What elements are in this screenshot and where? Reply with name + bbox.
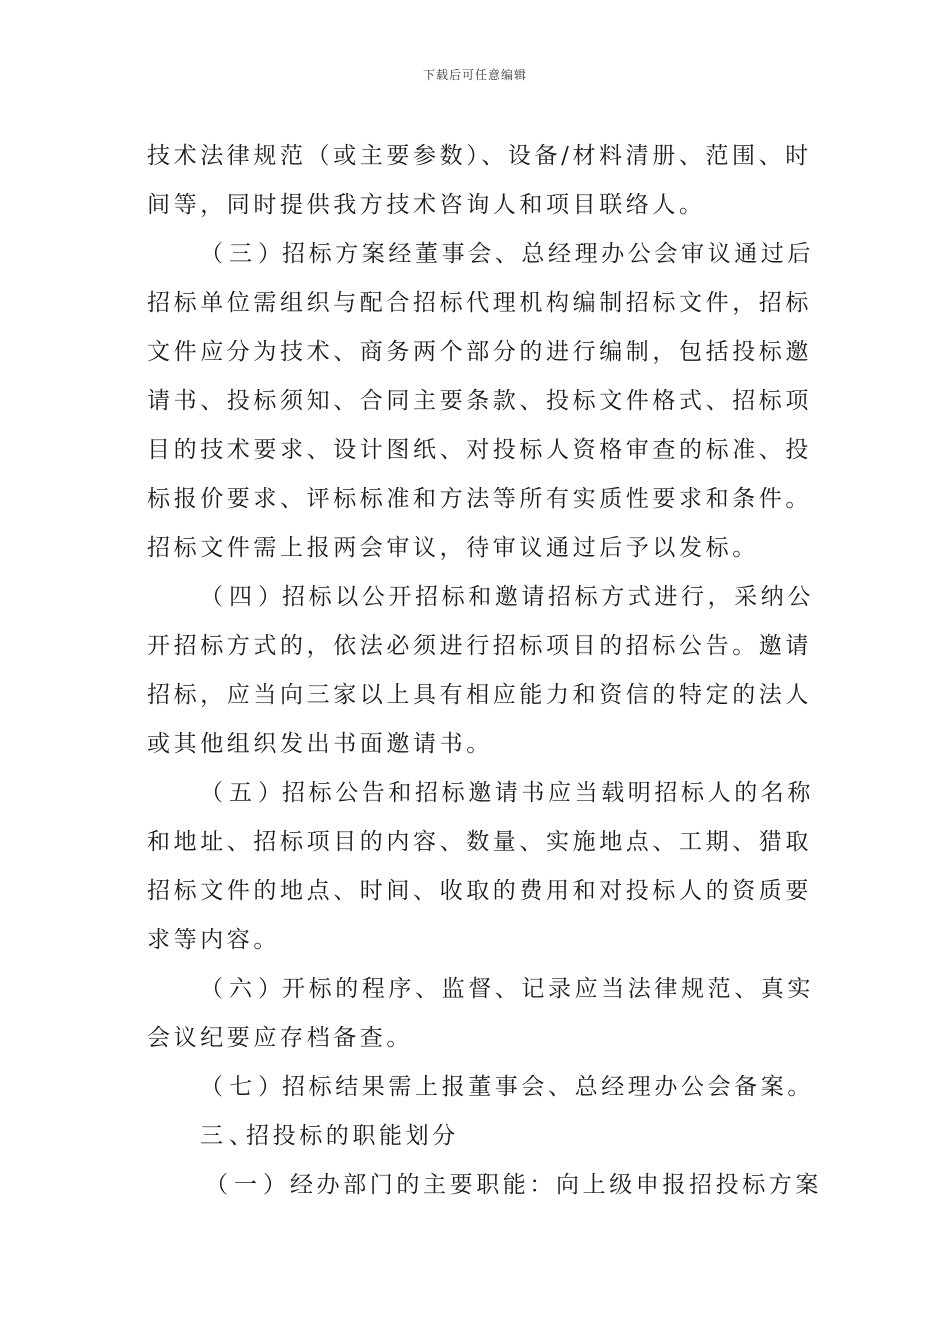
section-number: 三、 [200,1123,258,1149]
paragraph-heading-line [147,1161,822,1210]
text-line: 经办部门的主要职能：向上级申报招投标方案 [290,1172,822,1198]
item-number: （三） [200,241,287,267]
text-line: 招标公告和招标邀请书应当载明招标人的名称 [282,780,814,806]
text-line: 招标以公开招标和邀请招标方式进行，采纳公 [282,584,814,610]
text-line: 招标结果需上报董事会、总经理办公会备案。 [282,1074,814,1100]
text-line: 间等，同时提供我方技术咨询人和项目联络人。 [147,192,706,218]
section-title: 招投标的职能划分 [246,1123,459,1149]
text-line: 和地址、招标项目的内容、数量、实施地点、工期、猎取 [147,829,812,855]
text-line: 开招标方式的，依法必须进行招标项目的招标公告。邀请 [147,633,812,659]
text-line: 招标单位需组织与配合招标代理机构编制招标文件，招标 [147,290,812,316]
text-line: 请书、投标须知、合同主要条款、投标文件格式、招标项 [147,388,812,414]
item-number: （一） [205,1172,292,1198]
text-line: 求等内容。 [147,927,280,953]
text-line: 或其他组织发出书面邀请书。 [147,731,493,757]
text-line: 标报价要求、评标标准和方法等所有实质性要求和条件。 [147,486,812,512]
text-line: 招标，应当向三家以上具有相应能力和资信的特定的法人 [147,682,812,708]
paragraph-heading-line [147,230,814,279]
text-line: 招标文件的地点、时间、收取的费用和对投标人的资质要 [147,878,812,904]
text-line: 目的技术要求、设计图纸、对投标人资格审查的标准、投 [147,437,812,463]
body-text [147,132,822,1210]
paragraph-heading-line [147,1063,814,1112]
text-line: 招标方案经董事会、总经理办公会审议通过后 [282,241,814,267]
header-note: 下载后可任意编辑 [422,68,527,82]
paragraph-heading-line [147,769,814,818]
item-number: （七） [200,1074,287,1100]
item-number: （五） [200,780,287,806]
text-line: 文件应分为技术、商务两个部分的进行编制，包括投标邀 [147,339,812,365]
section-heading [147,1112,807,1161]
paragraph-heading-line [147,573,814,622]
text-line: 招标文件需上报两会审议，待审议通过后予以发标。 [147,535,759,561]
text-line: 技术法律规范（或主要参数）、设备/材料清册、范围、时 [147,143,812,169]
paragraph-heading-line [147,965,814,1014]
text-line: 开标的程序、监督、记录应当法律规范、真实 [282,976,814,1002]
item-number: （四） [200,584,287,610]
text-line: 会议纪要应存档备查。 [147,1025,413,1051]
item-number: （六） [200,976,287,1002]
